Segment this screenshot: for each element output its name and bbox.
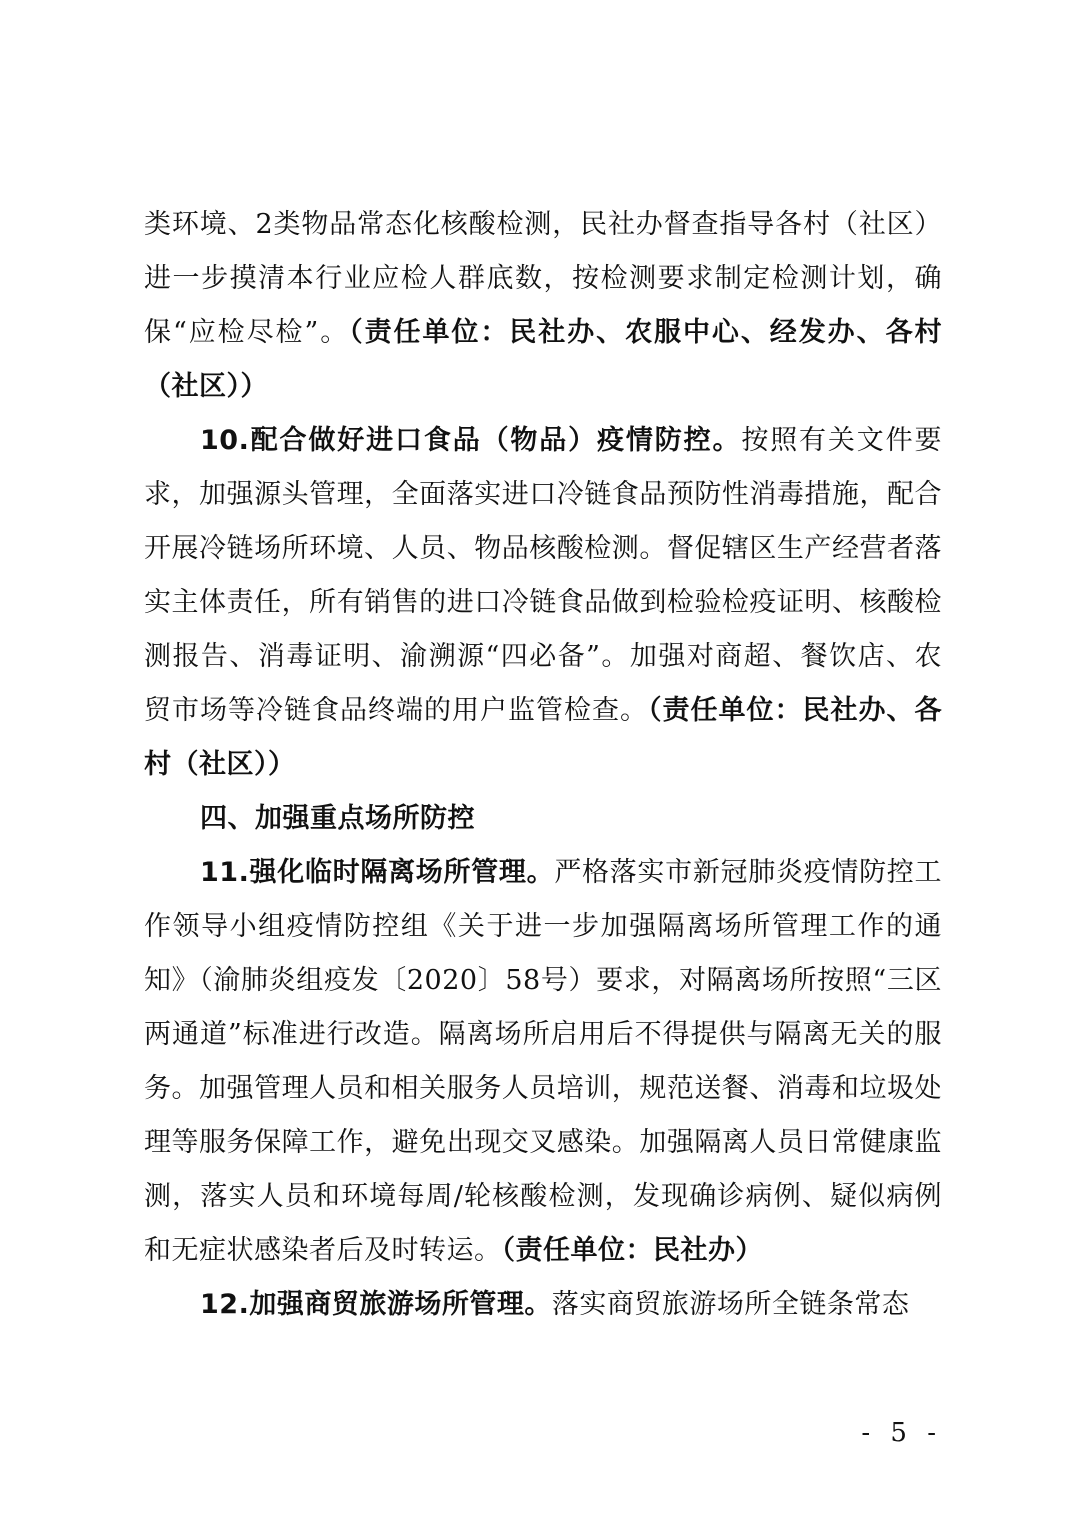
responsibility-note: （责任单位：民社办、农服中心、经发办、各村（社区）） bbox=[144, 317, 943, 402]
document-body bbox=[144, 198, 942, 1332]
item-lead: 12.加强商贸旅游场所管理。 bbox=[200, 1289, 552, 1320]
paragraph-continuation bbox=[144, 198, 942, 414]
paragraph-item-12 bbox=[144, 1278, 942, 1332]
page-number: - 5 - bbox=[861, 1418, 942, 1448]
section-heading: 四、加强重点场所防控 bbox=[200, 803, 475, 834]
responsibility-note: （责任单位：民社办、各村（社区）） bbox=[144, 695, 942, 780]
paragraph-text: 按照有关文件要求，加强源头管理，全面落实进口冷链食品预防性消毒措施，配合开展冷链场所环境、人员、物品核酸检测。督促辖区生产经营者落实主体责任，所有销售的进口冷链食品做到检验检疫证明、核酸检测报告、消毒证明、渝溯源“四必备”。加强对商超、餐饮店、农贸市场等冷链食品终端的用户监管检查。 bbox=[144, 425, 942, 726]
paragraph-text: 严格落实市新冠肺炎疫情防控工作领导小组疫情防控组《关于进一步加强隔离场所管理工作的通知》（渝肺炎组疫发〔2020〕58号）要求，对隔离场所按照“三区两通道”标准进行改造。隔离场所启用后不得提供与隔离无关的服务。加强管理人员和相关服务人员培训，规范送餐、消毒和垃圾处理等服务保障工作，避免出现交叉感染。加强隔离人员日常健康监测，落实人员和环境每周/轮核酸检测，发现确诊病例、疑似病例和无症状感染者后及时转运。 bbox=[144, 857, 942, 1266]
paragraph-text: 落实商贸旅游场所全链条常态 bbox=[551, 1289, 910, 1320]
item-lead: 10.配合做好进口食品（物品）疫情防控。 bbox=[200, 425, 742, 456]
paragraph-item-10 bbox=[144, 414, 942, 792]
paragraph-text: 类环境、2类物品常态化核酸检测，民社办督查指导各村（社区）进一步摸清本行业应检人群底数，按检测要求制定检测计划，确保“应检尽检”。 bbox=[144, 209, 942, 348]
item-lead: 11.强化临时隔离场所管理。 bbox=[200, 857, 555, 888]
responsibility-note: （责任单位：民社办） bbox=[501, 1235, 763, 1266]
paragraph-item-11 bbox=[144, 846, 942, 1278]
